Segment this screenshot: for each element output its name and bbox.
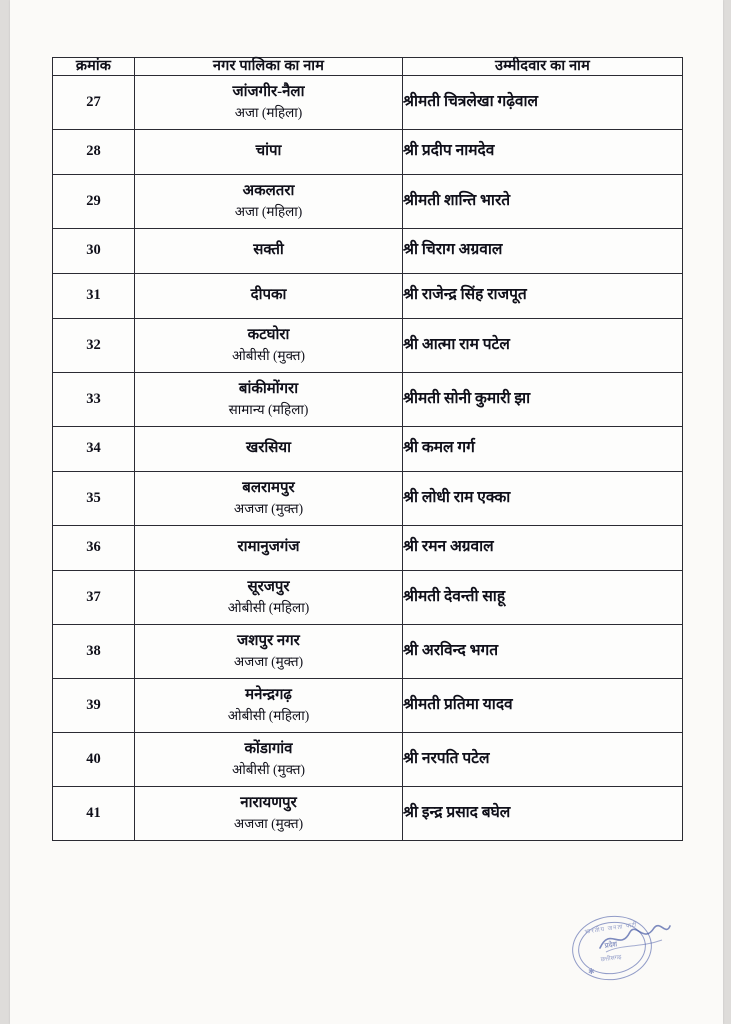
cell-municipality (135, 174, 403, 228)
municipality-name: कोंडागांव (244, 740, 293, 757)
cell-serial: 34 (53, 426, 135, 471)
municipality-name: मनेन्द्रगढ़ (245, 686, 292, 703)
cell-municipality (135, 228, 403, 273)
municipality-category: अजा (महिला) (234, 105, 303, 121)
table-row (53, 732, 683, 786)
cell-municipality (135, 525, 403, 570)
cell-municipality (135, 129, 403, 174)
municipality-name: बलरामपुर (242, 479, 295, 496)
table-row (53, 471, 683, 525)
cell-serial: 36 (53, 525, 135, 570)
municipality-name: खरसिया (245, 440, 291, 457)
cell-candidate: श्री इन्द्र प्रसाद बघेल (403, 786, 683, 840)
cell-serial: 29 (53, 174, 135, 228)
cell-candidate: श्री अरविन्द भगत (403, 624, 683, 678)
cell-candidate: श्रीमती देवन्ती साहू (403, 570, 683, 624)
cell-candidate: श्री आत्मा राम पटेल (403, 318, 683, 372)
cell-municipality (135, 678, 403, 732)
seal-mid-text: प्रदेश (604, 941, 618, 950)
official-seal-stamp (566, 912, 662, 984)
seal-top-text: भारतीय जनता पार्टी (584, 922, 638, 936)
candidate-list-table-wrapper (52, 57, 682, 841)
municipality-category: अजजा (मुक्त) (233, 501, 304, 517)
cell-serial: 30 (53, 228, 135, 273)
cell-candidate: श्रीमती चित्रलेखा गढ़ेवाल (403, 75, 683, 129)
municipality-category: ओबीसी (महिला) (227, 708, 310, 724)
candidate-list-table (52, 57, 683, 841)
municipality-category: अजजा (मुक्त) (233, 816, 304, 832)
municipality-category: ओबीसी (मुक्त) (231, 348, 305, 364)
cell-serial: 28 (53, 129, 135, 174)
table-row (53, 525, 683, 570)
scanned-paper (10, 0, 723, 1024)
cell-candidate: श्री प्रदीप नामदेव (403, 129, 683, 174)
municipality-name: सूरजपुर (247, 578, 290, 595)
municipality-name: अकलतरा (242, 182, 295, 199)
cell-municipality (135, 786, 403, 840)
seal-inner-ring (575, 918, 650, 979)
cell-municipality (135, 426, 403, 471)
cell-municipality (135, 273, 403, 318)
municipality-category: अजा (महिला) (234, 204, 303, 220)
table-row (53, 228, 683, 273)
cell-municipality (135, 732, 403, 786)
column-header-serial: क्रमांक (53, 58, 135, 76)
cell-candidate: श्रीमती शान्ति भारते (403, 174, 683, 228)
table-row (53, 318, 683, 372)
municipality-category: सामान्य (महिला) (228, 402, 309, 418)
cell-municipality (135, 75, 403, 129)
page-edge-left (0, 0, 10, 1024)
municipality-name: सक्ती (253, 242, 284, 259)
municipality-name: रामानुजगंज (237, 539, 300, 556)
cell-municipality (135, 471, 403, 525)
municipality-category: ओबीसी (महिला) (227, 600, 310, 616)
column-header-municipality: नगर पालिका का नाम (135, 58, 403, 76)
cell-serial: 40 (53, 732, 135, 786)
municipality-name: नारायणपुर (240, 794, 297, 811)
municipality-category: अजजा (मुक्त) (233, 654, 304, 670)
table-row (53, 570, 683, 624)
cell-serial: 33 (53, 372, 135, 426)
municipality-name: कटघोरा (247, 326, 290, 343)
cell-candidate: श्रीमती सोनी कुमारी झा (403, 372, 683, 426)
cell-candidate: श्री कमल गर्ग (403, 426, 683, 471)
cell-municipality (135, 372, 403, 426)
cell-candidate: श्री रमन अग्रवाल (403, 525, 683, 570)
municipality-name: बांकीमोंगरा (238, 380, 299, 397)
table-row (53, 624, 683, 678)
table-row (53, 426, 683, 471)
table-row (53, 129, 683, 174)
cell-candidate: श्री राजेन्द्र सिंह राजपूत (403, 273, 683, 318)
signature-mark (596, 918, 674, 958)
cell-serial: 31 (53, 273, 135, 318)
cell-candidate: श्री चिराग अग्रवाल (403, 228, 683, 273)
table-row (53, 786, 683, 840)
cell-serial: 35 (53, 471, 135, 525)
cell-candidate: श्रीमती प्रतिमा यादव (403, 678, 683, 732)
column-header-candidate: उम्मीदवार का नाम (403, 58, 683, 76)
seal-bottom-text: छत्तीसगढ़ (600, 954, 622, 964)
cell-serial: 41 (53, 786, 135, 840)
cell-municipality (135, 570, 403, 624)
cell-municipality (135, 624, 403, 678)
municipality-name: जांजगीर-नैला (232, 83, 305, 100)
municipality-name: चांपा (255, 143, 282, 160)
table-row (53, 174, 683, 228)
municipality-name: जशपुर नगर (237, 632, 300, 649)
cell-serial: 37 (53, 570, 135, 624)
cell-municipality (135, 318, 403, 372)
seal-outer-ring (568, 911, 656, 986)
municipality-name: दीपका (250, 287, 287, 304)
table-row (53, 75, 683, 129)
table-header-row (53, 58, 683, 76)
table-row (53, 372, 683, 426)
cell-candidate: श्री नरपति पटेल (403, 732, 683, 786)
table-row (53, 273, 683, 318)
cell-serial: 38 (53, 624, 135, 678)
cell-candidate: श्री लोधी राम एक्का (403, 471, 683, 525)
seal-star-icon: ✱ (588, 967, 595, 976)
cell-serial: 27 (53, 75, 135, 129)
municipality-category: ओबीसी (मुक्त) (231, 762, 305, 778)
table-row (53, 678, 683, 732)
cell-serial: 32 (53, 318, 135, 372)
page-edge-right (723, 0, 731, 1024)
cell-serial: 39 (53, 678, 135, 732)
